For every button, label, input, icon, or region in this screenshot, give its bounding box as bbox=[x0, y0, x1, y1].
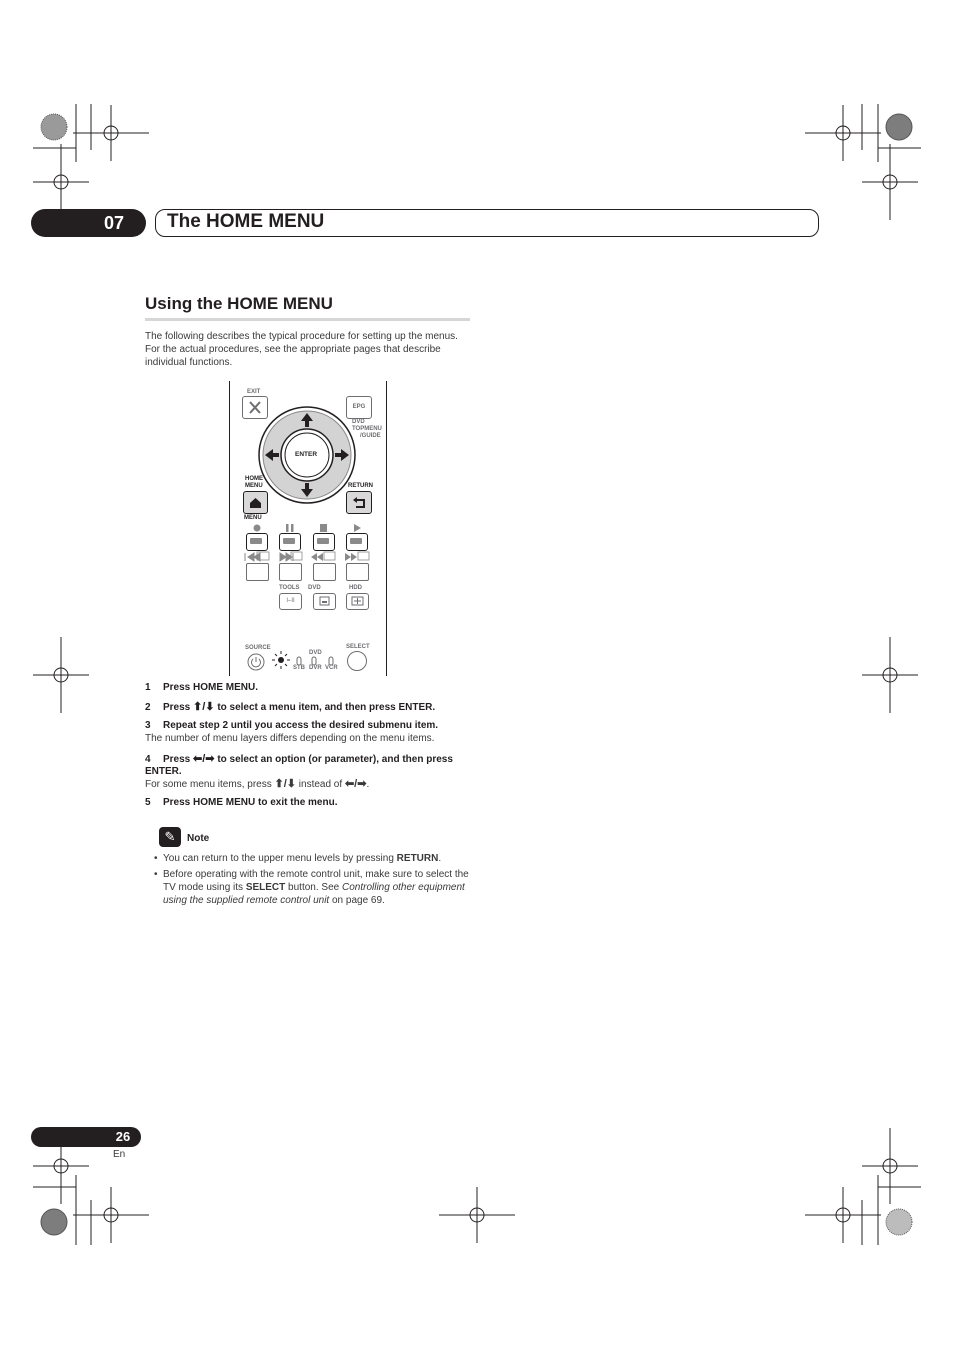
hdd-label: HDD bbox=[349, 585, 362, 591]
source-label: SOURCE bbox=[245, 645, 271, 651]
select-button[interactable] bbox=[346, 650, 368, 672]
dvd-mode-label: DVD bbox=[308, 585, 321, 591]
exit-label: EXIT bbox=[247, 389, 261, 395]
prev-button[interactable] bbox=[246, 563, 269, 581]
vcr-label: VCR bbox=[325, 665, 338, 671]
topmenu-label: TOPMENU bbox=[352, 426, 382, 432]
return-icon bbox=[347, 492, 371, 513]
yellow-button[interactable] bbox=[313, 533, 335, 551]
stb-label: STB bbox=[293, 665, 305, 671]
dvd-button[interactable] bbox=[313, 593, 336, 610]
forward-button[interactable] bbox=[346, 563, 369, 581]
chapter-number: 07 bbox=[104, 213, 125, 233]
blue-button[interactable] bbox=[346, 533, 368, 551]
step-5: 5 Press HOME MENU to exit the menu. bbox=[145, 797, 338, 808]
dvd-label: DVD bbox=[352, 419, 365, 425]
home-icon bbox=[244, 492, 267, 513]
pause-icon bbox=[286, 524, 289, 532]
home-menu-button[interactable] bbox=[243, 491, 268, 514]
home-menu-label-2: MENU bbox=[245, 483, 263, 489]
page-language: En bbox=[113, 1149, 126, 1160]
green-button[interactable] bbox=[279, 533, 301, 551]
left-right-arrows-icon: ⬅/➡ bbox=[344, 778, 367, 790]
angle-icon bbox=[347, 594, 368, 609]
pencil-icon: ✎ bbox=[159, 827, 181, 847]
tools-button[interactable] bbox=[279, 593, 302, 610]
return-button[interactable] bbox=[346, 491, 372, 514]
stop-icon bbox=[320, 524, 327, 532]
section-title: Using the HOME MENU bbox=[145, 294, 333, 313]
red-button[interactable] bbox=[246, 533, 268, 551]
hdd-button[interactable] bbox=[346, 593, 369, 610]
note-bullet-2: • Before operating with the remote control unit, make sure to select the TV mode using its SELECT button. See Controlling other equipment using the supplied remote control unit on page 69. bbox=[154, 869, 469, 906]
enter-label: ENTER bbox=[295, 451, 318, 458]
page-number: 26 bbox=[115, 1129, 131, 1144]
audio-label: I–II bbox=[286, 598, 295, 604]
source-button[interactable] bbox=[246, 652, 266, 672]
up-down-arrows-icon: ⬆/⬇ bbox=[193, 701, 215, 713]
step-4-detail: For some menu items, press ⬆/⬇ instead of ⬅/➡. bbox=[145, 778, 370, 790]
note-label: Note bbox=[187, 833, 210, 844]
step-1: 1 Press HOME MENU. bbox=[145, 682, 259, 693]
subtitle-icon bbox=[314, 594, 335, 609]
dvr-label: DVR bbox=[309, 665, 322, 671]
section-rule bbox=[145, 318, 470, 321]
remote-right-edge bbox=[386, 381, 387, 676]
rewind-button[interactable] bbox=[313, 563, 336, 581]
epg-label: EPG bbox=[352, 404, 366, 410]
skip-icons-row bbox=[244, 551, 374, 563]
step-3-detail: The number of menu layers differs depending on the menu items. bbox=[145, 733, 435, 744]
home-menu-label-1: HOME bbox=[245, 476, 263, 482]
record-icon bbox=[254, 525, 261, 532]
left-right-arrows-icon: ⬅/➡ bbox=[193, 753, 215, 765]
remote-left-edge bbox=[229, 381, 230, 676]
led-indicator-icon bbox=[271, 650, 291, 670]
menu-label: MENU bbox=[244, 515, 262, 521]
step-4: 4 Press ⬅/➡ to select an option (or parameter), and then press ENTER. bbox=[145, 753, 453, 777]
play-icon bbox=[354, 524, 361, 532]
step-3: 3 Repeat step 2 until you access the desired submenu item. bbox=[145, 720, 439, 731]
section-intro: The following describes the typical procedure for setting up the menus. For the actual procedures, see the appropriate pages that describe individual functions. bbox=[145, 331, 458, 368]
chapter-title: The HOME MENU bbox=[167, 211, 325, 232]
guide-label: /GUIDE bbox=[360, 433, 381, 439]
step-2: 2 Press ⬆/⬇ to select a menu item, and then press ENTER. bbox=[145, 701, 436, 713]
return-label: RETURN bbox=[348, 483, 373, 489]
note-bullet-1: • You can return to the upper menu levels by pressing RETURN. bbox=[154, 853, 442, 864]
rewind-icon bbox=[311, 553, 323, 561]
select-label: SELECT bbox=[346, 644, 370, 650]
up-down-arrows-icon: ⬆/⬇ bbox=[274, 778, 296, 790]
fast-forward-icon bbox=[345, 553, 357, 561]
next-button[interactable] bbox=[279, 563, 302, 581]
dvd-switch-label: DVD bbox=[309, 650, 322, 656]
tools-label: TOOLS bbox=[279, 585, 300, 591]
